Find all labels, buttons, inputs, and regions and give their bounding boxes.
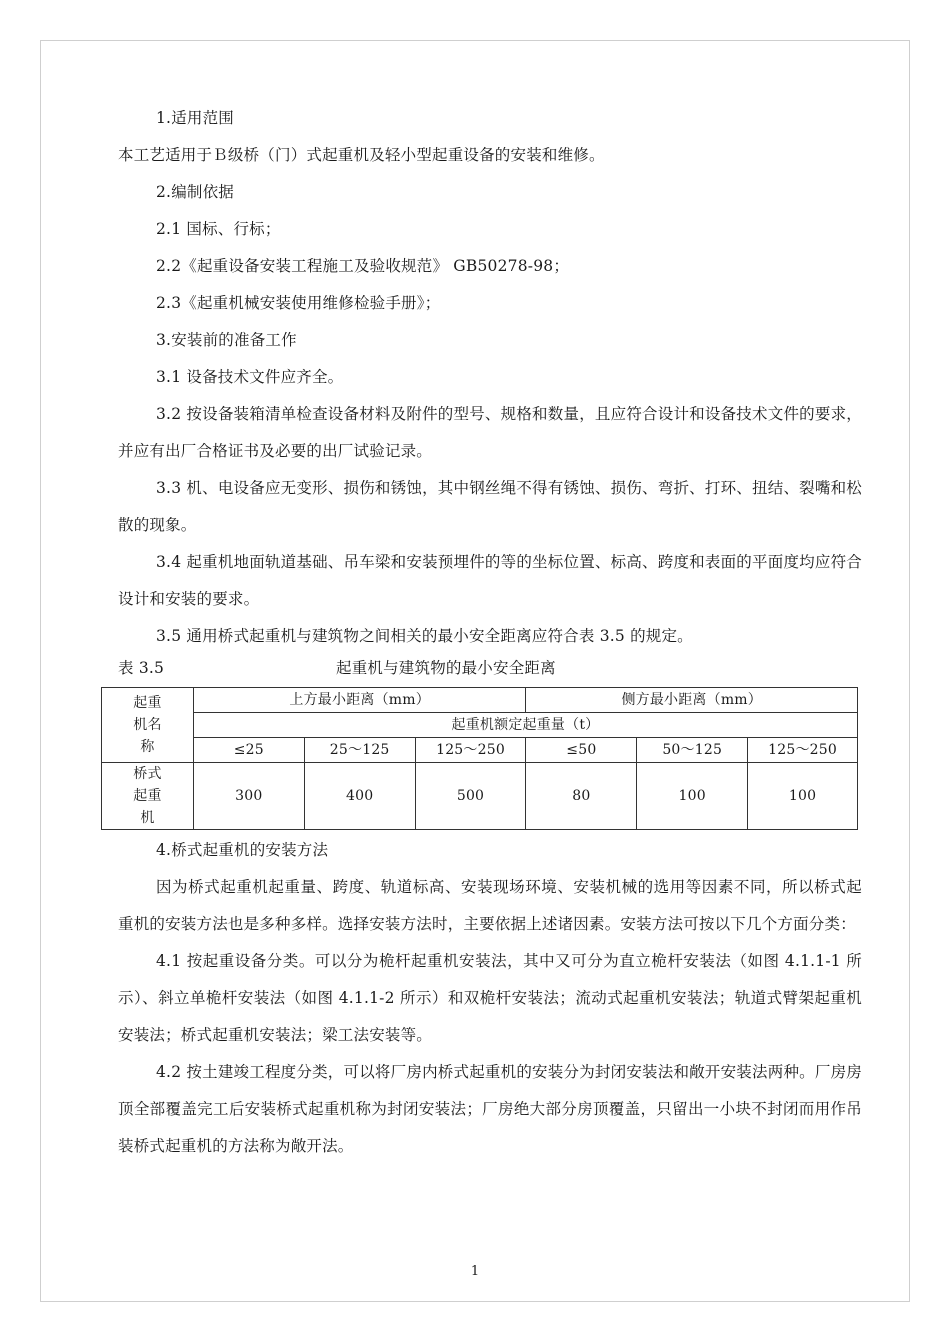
section-4-1: 4.1 按起重设备分类。可以分为桅杆起重机安装法，其中又可分为直立桅杆安装法（如图 4.1.1-1 所示）、斜立单桅杆安装法（如图 4.1.1-2 所示）和双桅杆安装法；流动式起重机安装法；轨道式臂架起重机安装法；桥式起重机安装法；梁工法安装等。	[118, 952, 862, 1044]
value-cell: 500	[415, 763, 526, 830]
table-title: 起重机与建筑物的最小安全距离	[336, 659, 556, 677]
range-cell: 125～250	[748, 738, 858, 763]
range-cell: 25～125	[304, 738, 415, 763]
side-distance-header: 侧方最小距离（mm）	[526, 688, 858, 713]
value-cell: 80	[526, 763, 637, 830]
bridge-crane-label-text: 桥式起重机	[133, 766, 162, 826]
range-cell: ≤25	[193, 738, 304, 763]
section-2-3: 2.3《起重机械安装使用维修检验手册》；	[156, 294, 441, 312]
section-2-heading: 2.编制依据	[156, 183, 234, 201]
value-cell: 400	[304, 763, 415, 830]
page-number: 1	[470, 1264, 480, 1279]
range-cell: ≤50	[526, 738, 637, 763]
table-caption	[118, 655, 862, 687]
table-header-row	[102, 688, 858, 713]
section-3-1: 3.1 设备技术文件应齐全。	[156, 368, 344, 386]
section-2-1: 2.1 国标、行标；	[156, 220, 281, 238]
section-1-text: 本工艺适用于Ｂ级桥（门）式起重机及轻小型起重设备的安装和维修。	[118, 146, 605, 164]
rated-capacity-header: 起重机额定起重量（t）	[193, 713, 857, 738]
table-row	[102, 763, 858, 830]
section-3-2: 3.2 按设备装箱清单检查设备材料及附件的型号、规格和数量，且应符合设计和设备技术文件的要求，并应有出厂合格证书及必要的出厂试验记录。	[118, 405, 862, 460]
section-3-5: 3.5 通用桥式起重机与建筑物之间相关的最小安全距离应符合表 3.5 的规定。	[156, 627, 693, 645]
section-4-2: 4.2 按土建竣工程度分类，可以将厂房内桥式起重机的安装分为封闭安装法和敞开安装法两种。厂房房顶全部覆盖完工后安装桥式起重机称为封闭安装法；厂房绝大部分房顶覆盖，只留出一小块不封闭而用作吊装桥式起重机的方法称为敞开法。	[118, 1063, 862, 1155]
value-cell: 300	[193, 763, 304, 830]
range-cell: 50～125	[637, 738, 748, 763]
section-3-3: 3.3 机、电设备应无变形、损伤和锈蚀，其中钢丝绳不得有锈蚀、损伤、弯折、打环、扭结、裂嘴和松散的现象。	[118, 479, 862, 534]
crane-name-header-text: 起重机名称	[133, 695, 162, 755]
bridge-crane-label	[102, 763, 194, 830]
upper-distance-header: 上方最小距离（mm）	[193, 688, 526, 713]
section-4-heading: 4.桥式起重机的安装方法	[156, 841, 329, 859]
section-3-heading: 3.安装前的准备工作	[156, 331, 297, 349]
section-1-heading: 1.适用范围	[156, 109, 234, 127]
section-4-text: 因为桥式起重机起重量、跨度、轨道标高、安装现场环境、安装机械的选用等因素不同，所以桥式起重机的安装方法也是多种多样。选择安装方法时，主要依据上述诸因素。安装方法可按以下几个方面分类：	[118, 878, 862, 933]
crane-name-header	[102, 688, 194, 763]
table-number: 表 3.5	[118, 659, 165, 677]
value-cell: 100	[748, 763, 858, 830]
value-cell: 100	[637, 763, 748, 830]
safety-distance-table	[101, 687, 858, 830]
table-capacity-row	[102, 713, 858, 738]
document-body	[118, 100, 862, 1165]
section-2-2: 2.2《起重设备安装工程施工及验收规范》 GB50278-98；	[156, 257, 570, 275]
table-range-row	[102, 738, 858, 763]
section-3-4: 3.4 起重机地面轨道基础、吊车梁和安装预埋件的等的坐标位置、标高、跨度和表面的平面度均应符合设计和安装的要求。	[118, 553, 862, 608]
range-cell: 125～250	[415, 738, 526, 763]
